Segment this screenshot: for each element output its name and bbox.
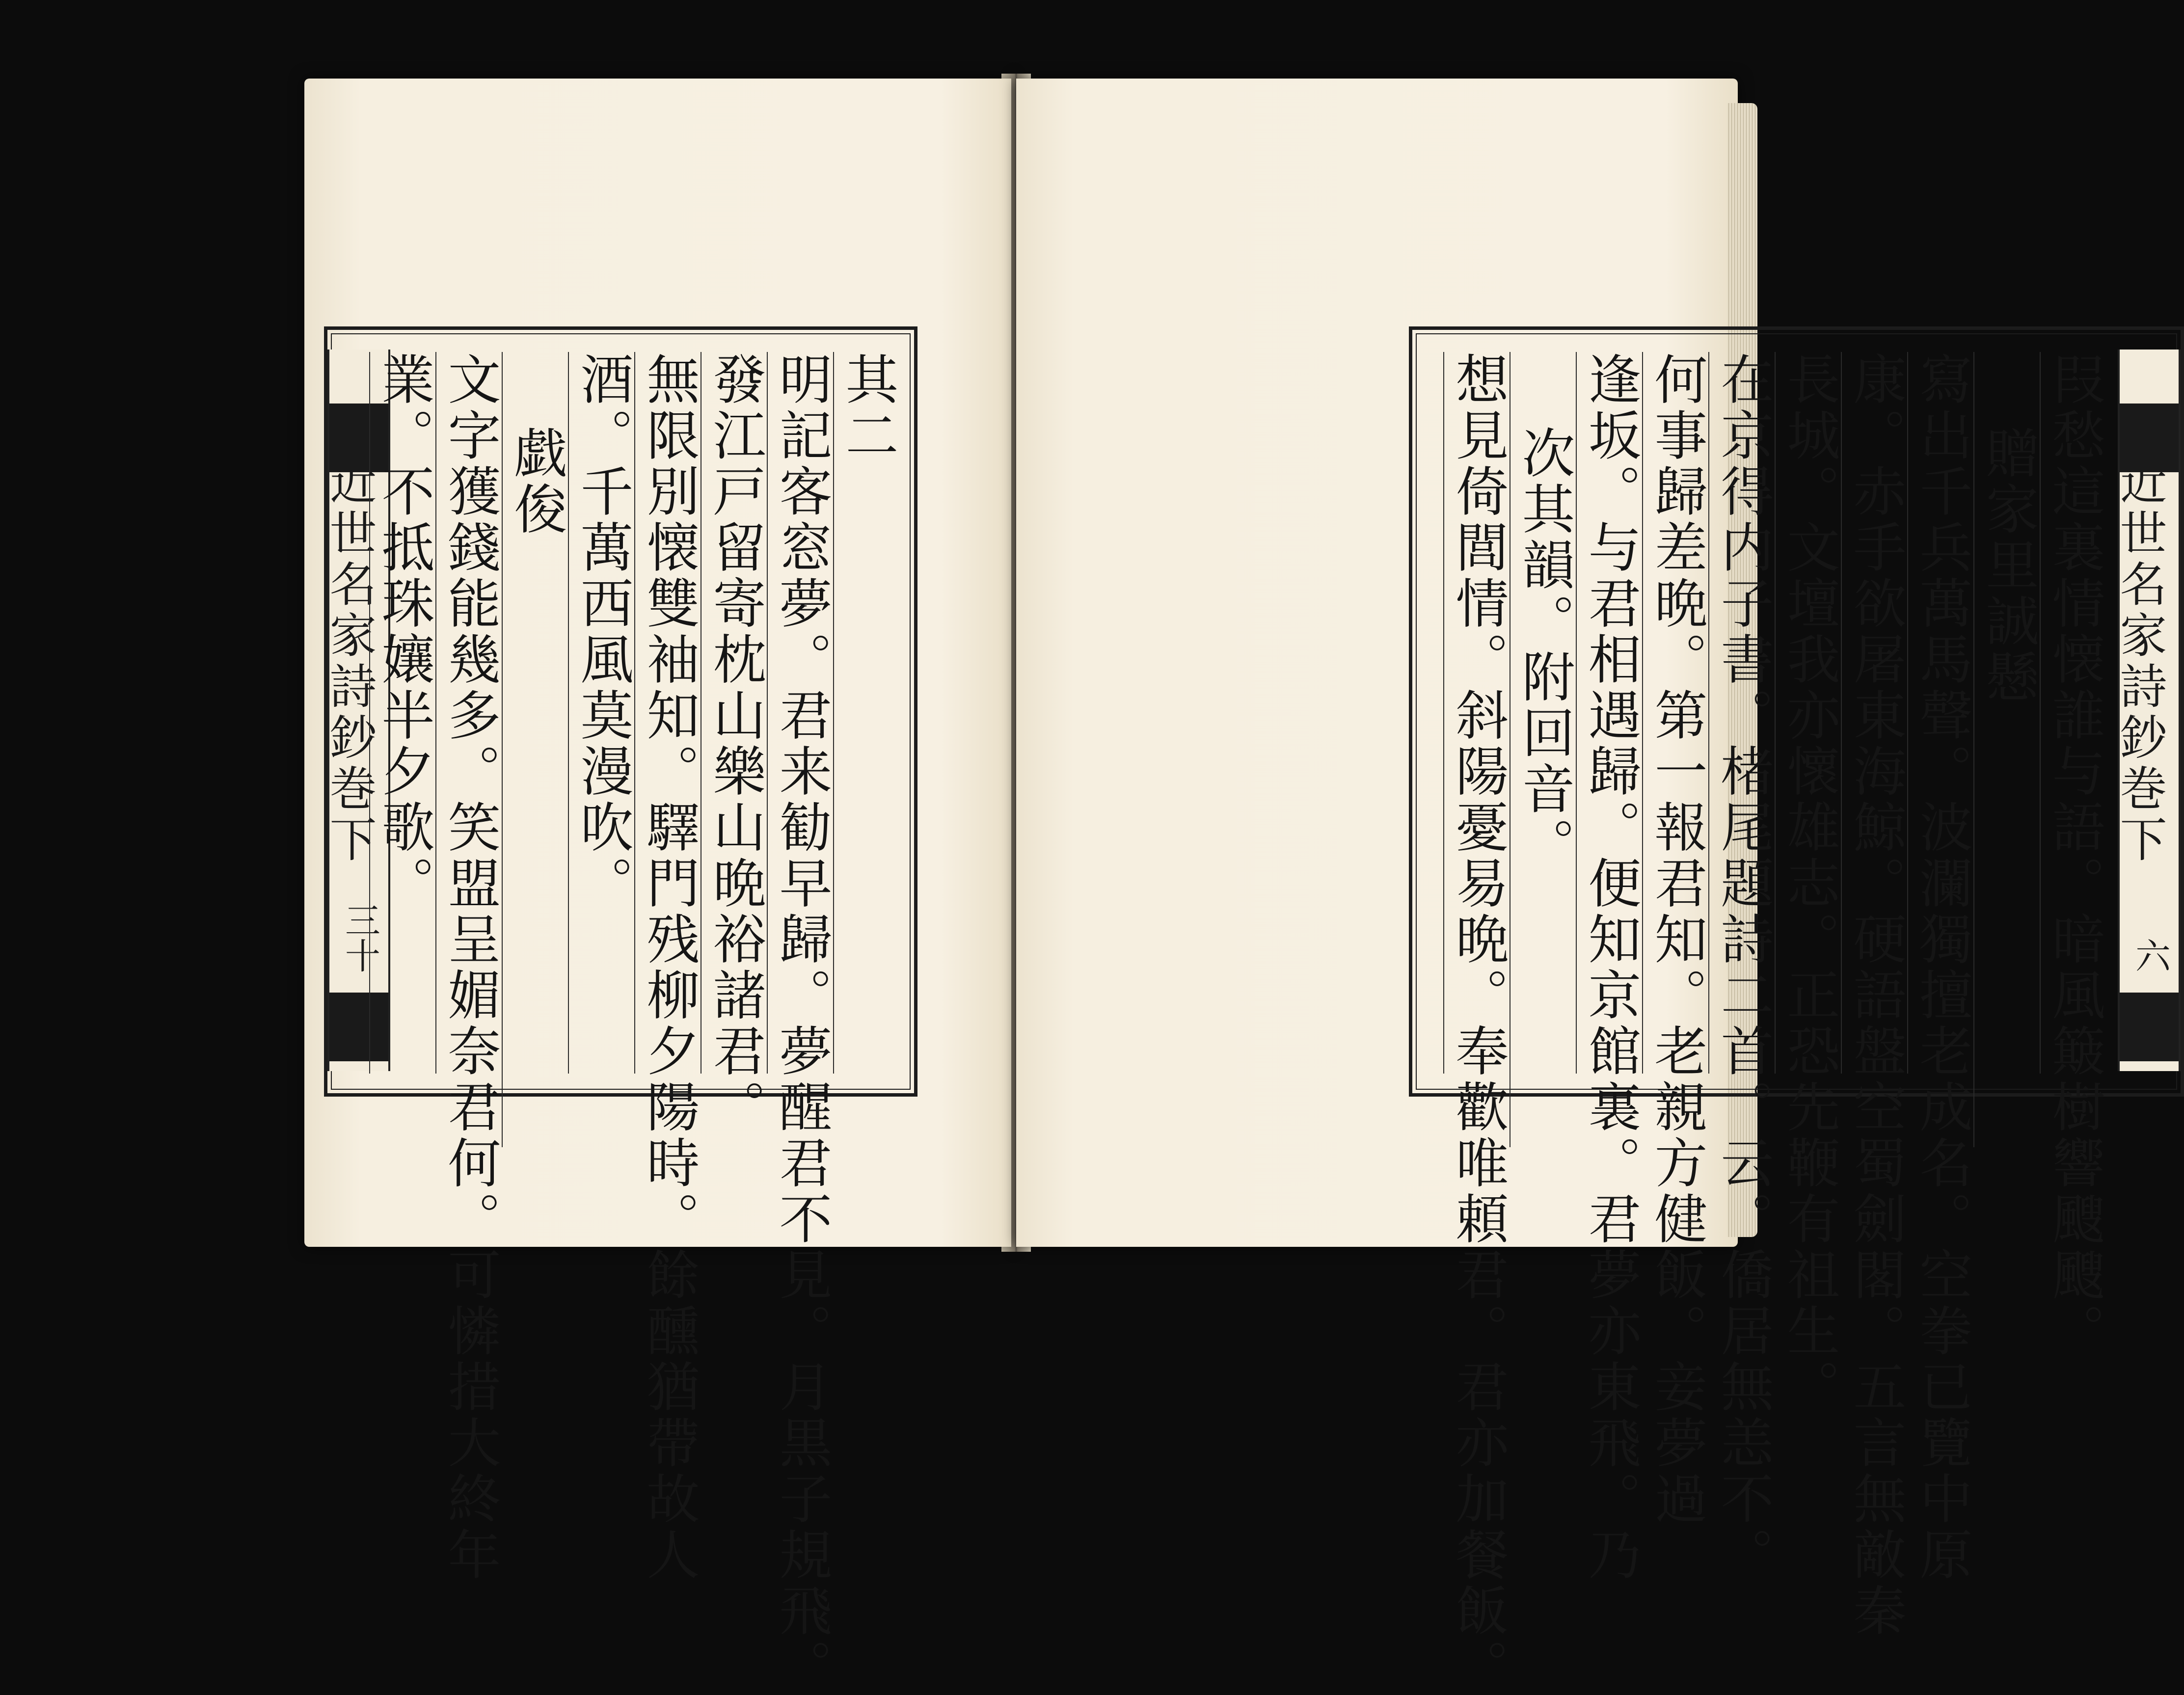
right-text-frame bbox=[1409, 326, 2184, 1695]
right-header-title: 近世名家詩鈔巻下 bbox=[2112, 457, 2167, 866]
text-column: 贈家里誠懸 bbox=[1973, 352, 2041, 1147]
right-page-number: 六 bbox=[2130, 938, 2171, 973]
text-column: 戯俊 bbox=[502, 352, 569, 1147]
left-page bbox=[304, 79, 1011, 1695]
text-column: 次其韻。附回音。 bbox=[1510, 352, 1577, 1147]
right-margin-header bbox=[2112, 350, 2181, 1071]
text-column: 發江戸留寄枕山樂山晩裕諸君。 bbox=[701, 352, 768, 1074]
text-column: 長城。文壇我亦懷雄志。正恐先鞭有祖生。 bbox=[1775, 352, 1842, 1074]
left-header-title: 近世名家詩鈔巻下 bbox=[322, 457, 377, 866]
text-column: 叚愁這裏情懐誰与語。暗風簸樹響颼颼。 bbox=[2040, 352, 2107, 1074]
text-column: 明記客窓夢。君来勧早歸。夢醒君不見。月黒子規飛。 bbox=[767, 352, 834, 1074]
text-column: 業。不抵珠孃半夕歌。 bbox=[369, 352, 436, 1074]
left-page-number: 三十 bbox=[339, 902, 380, 973]
left-text-frame bbox=[322, 326, 917, 1695]
right-page bbox=[1016, 79, 2171, 1695]
text-column: 逢坂。与君相遇歸。便知京館裏。君夢亦東飛。乃 bbox=[1576, 352, 1643, 1074]
fish-tail-mark bbox=[2120, 993, 2179, 1061]
text-column: 寫出千兵萬馬聲。波瀾獨擅老成名。空拳已覽中原 bbox=[1907, 352, 1974, 1074]
text-column: 想見倚閭情。斜陽憂易晩。奉歡唯頼君。君亦加餐飯。 bbox=[1443, 352, 1510, 1074]
text-column: 酒。千萬西風莫漫吹。 bbox=[568, 352, 635, 1074]
text-column: 其二 bbox=[833, 352, 900, 1074]
text-column: 何事歸差晩。第一報君知。老親方健飯。妾夢過 bbox=[1642, 352, 1709, 1074]
open-book bbox=[295, 69, 2171, 1695]
text-column: 在京得内子書。楮尾題詩二首。云。僑居無恙不。 bbox=[1708, 352, 1776, 1074]
text-column: 康。赤手欲屠東海鯨。硬語盤空蜀劍閣。五言無敵秦 bbox=[1841, 352, 1908, 1074]
text-column: 無限別懐雙袖知。驛門残柳夕陽時。餘醺猶帶故人 bbox=[634, 352, 701, 1074]
text-column: 文字獲錢能幾多。笑盟呈媚奈君何。可憐措大終年 bbox=[435, 352, 503, 1074]
